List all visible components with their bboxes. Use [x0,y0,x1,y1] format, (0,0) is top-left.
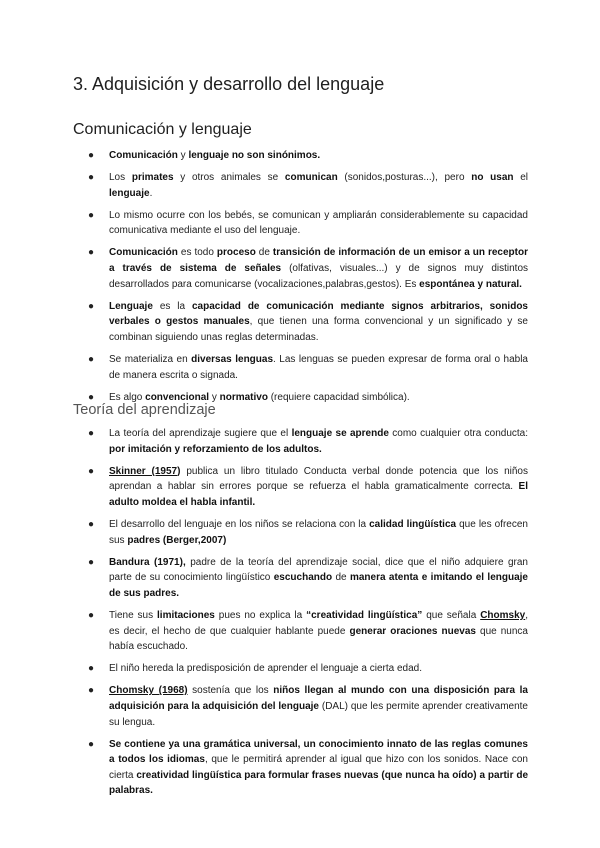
list-item [88,555,528,602]
bold-text: por imitación y reforzamiento de los adultos. [109,443,322,455]
bold-text: Se contiene ya una gramática universal, un conocimiento innato de las reglas comunes a todos los idiomas [109,738,528,766]
list-item [88,245,528,292]
bullet-icon: ● [88,556,95,568]
body-text: Lo mismo ocurre con los bebés, se comunican y ampliarán considerablemente su capacidad comunicativa mediante el uso del lenguaje. [109,209,528,237]
bold-text: niños llegan al mundo con una disposición para la adquisición para la adquisición del lenguaje [109,685,528,712]
bold-text: Lenguaje [109,300,153,312]
bold-text: Chomsky [480,609,526,621]
body-text: pues no explica la [214,609,307,621]
bold-text: convencional [145,391,210,403]
bullet-icon: ● [88,354,95,366]
body-text: Tiene sus [109,609,158,621]
bullet-icon: ● [88,685,95,697]
bold-text: lenguaje [109,187,150,199]
body-text: de [255,247,273,259]
list-item [88,464,528,511]
list-item [88,426,528,457]
body-text: de [332,572,350,584]
bold-text: normativo [219,391,268,403]
body-text: Se materializa en [109,354,192,366]
bullet-list-comunicacion [88,148,528,412]
body-text: sostenía que los [187,685,274,697]
body-text: el [513,172,529,184]
bold-text: limitaciones [157,609,215,621]
bold-text: capacidad de comunicación mediante signos arbitrarios, sonidos verbales o gestos manuales [109,300,528,328]
bold-text: primates [131,172,174,184]
body-text: El desarrollo del lenguaje en los niños se relaciona con la [109,518,370,530]
section-heading-teoria: Teoría del aprendizaje [73,402,216,418]
list-item [88,170,528,201]
bullet-icon: ● [88,518,95,530]
bold-text: transición de información de un emisor a un receptor a través de sistema de señales [109,247,528,275]
body-text: El niño hereda la predisposición de aprender el lenguaje a cierta edad. [109,663,422,675]
bold-text: calidad lingüística [369,518,457,530]
body-text: es todo [177,247,217,259]
body-text: que nunca había escuchado. [109,625,528,653]
bullet-icon: ● [88,738,95,750]
bullet-icon: ● [88,209,95,221]
bold-text: Comunicación [109,247,178,259]
bullet-icon: ● [88,391,95,403]
page-title: 3. Adquisición y desarrollo del lenguaje [73,74,385,94]
body-text: , es decir, el hecho de que cualquier hablante puede [109,609,528,637]
list-item [88,608,528,655]
bullet-icon: ● [88,247,95,259]
body-text: es la [152,300,192,312]
bold-text: Bandura (1971), [109,556,186,568]
body-text: y [177,150,189,161]
bold-text: no usan [471,172,514,184]
bold-text: ) [177,465,181,477]
bold-text: lenguaje no son sinónimos. [188,150,321,161]
body-text: (requiere capacidad simbólica). [267,391,410,403]
list-item [88,208,528,239]
body-text: (olfativas, visuales...) y de signos muy distintos desarrollados para comunicarse (vocalizaciones,palabras,gestos). Es [109,263,529,290]
body-text: , que tienen una forma convencional y un significado y se combinan siguiendo unas reglas determinadas. [109,316,528,343]
bullet-icon: ● [88,150,95,161]
body-text: y otros animales se [173,172,285,184]
list-item [88,148,528,164]
body-text: . [149,187,153,199]
body-text: (DAL) que les permite aprender creativamente su lengua. [109,700,528,728]
bullet-icon: ● [88,300,95,312]
body-text: y [209,391,220,403]
list-item [88,683,528,730]
bold-text: “creatividad lingüística” [306,609,423,621]
bold-text: manera atenta e imitando el lenguaje de sus padres. [109,572,528,599]
bold-text: espontánea y natural. [419,278,522,290]
bullet-list-teoria [88,426,528,805]
bold-text: Skinner (1957 [109,465,178,477]
bullet-icon: ● [88,172,95,184]
list-item [88,737,528,799]
body-text: que les ofrecen sus [109,518,528,546]
bold-text: Comunicación [109,150,178,161]
body-text: , que le permitirá aprender al igual que hizo con los sonidos. Nace con cierta [109,754,528,781]
body-text: como cualquier otra conducta: [388,428,528,439]
bullet-icon: ● [88,663,95,675]
body-text: Los [109,172,132,184]
bold-text: comunican [284,172,338,184]
body-text: (sonidos,posturas...), pero [337,172,472,184]
bold-text: padres (Berger,2007) [127,534,227,546]
list-item [88,661,528,677]
bold-text: Chomsky (1968) [109,685,188,697]
body-text: padre de la teoría del aprendizaje social, dice que el niño adquiere gran parte de su conocimiento lingüístico [109,556,528,584]
list-item [88,517,528,548]
body-text: Es algo [109,391,146,403]
bold-text: lenguaje se aprende [291,428,389,439]
bold-text: creatividad lingüística para formular frases nuevas (que nunca ha oído) a partir de palabras. [109,769,529,797]
bold-text: escuchando [273,572,333,584]
bold-text: diversas lenguas [191,354,274,366]
bullet-icon: ● [88,609,95,621]
section-heading-comunicacion: Comunicación y lenguaje [73,121,252,138]
body-text: publica un libro titulado Conducta verbal donde potencia que los niños aprendan a hablar sin errores porque se refuerza el habla gramaticalmente correcta. [109,465,528,493]
bold-text: proceso [216,247,256,259]
bullet-icon: ● [88,428,95,439]
list-item [88,352,528,383]
body-text: La teoría del aprendizaje sugiere que el [109,428,292,439]
body-text: que señala [422,609,481,621]
bullet-icon: ● [88,465,95,477]
bold-text: El adulto moldea el habla infantil. [109,481,528,508]
body-text: . Las lenguas se pueden expresar de forma oral o habla de manera escrita o signada. [109,354,528,381]
bold-text: generar oraciones nuevas [349,625,476,637]
list-item [88,299,528,346]
